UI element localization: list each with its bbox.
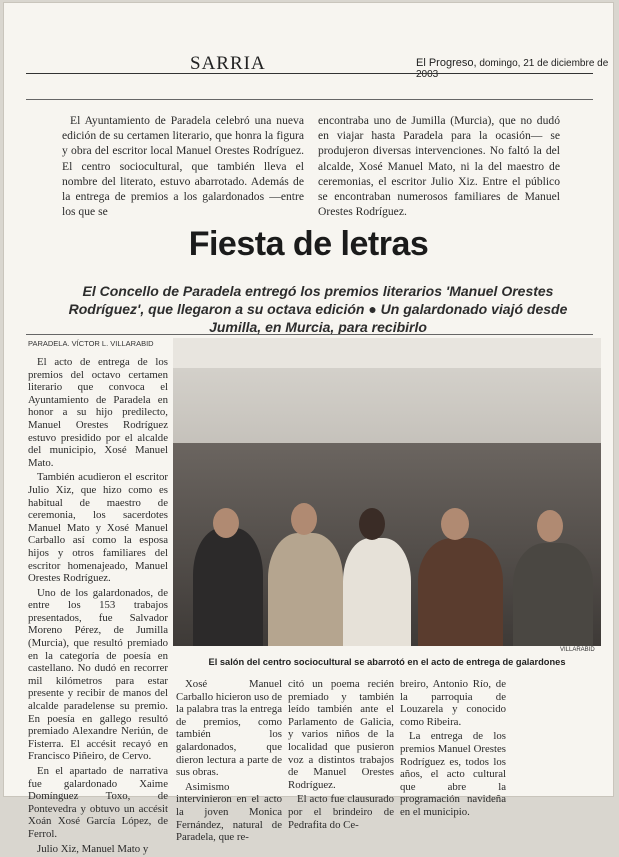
newspaper-dateline xyxy=(416,57,613,80)
paragraph: breiro, Antonio Río, de la parroquia de Louzarela y conocido como Ribeira. xyxy=(400,678,506,728)
paragraph: También acudieron el escritor Julio Xiz, que hizo como es habitual de maestro de ceremonia, los sacerdotes Manuel Mato y Xosé Manuel Carballo así como la esposa hijos y otros familiares del escritor homenajeado, Manuel Orestes Rodríguez. xyxy=(28,471,168,585)
lead-paragraph-left: El Ayuntamiento de Paradela celebró una nueva edición de su certamen literario, que honra la figura y obra del escritor local Manuel Orestes Rodríguez. El centro sociocultural, que también lleva el nombre del literato, estuvo abarrotado. Además de la entrega de premios a los galardonados —entre los que se xyxy=(62,114,304,219)
publication-date: domingo, 21 de diciembre de 2003 xyxy=(416,58,609,80)
header-rule xyxy=(26,73,593,74)
lead-paragraph-right: encontraba uno de Jumilla (Murcia), que no dudó en viajar hasta Paradela para la ocasión— se produjeron diversas intervenciones. No faltó la del alcalde, Xosé Manuel Mato, ni la del maestro de ceremonias, el escritor Julio Xiz. Entre el público se encontraban numerosos familiares de Manuel Orestes Rodríguez. xyxy=(318,114,560,219)
person-head xyxy=(359,508,385,540)
person-head xyxy=(441,508,469,540)
person-figure xyxy=(268,533,343,646)
photo-ceiling xyxy=(173,338,601,368)
newspaper-page xyxy=(4,3,613,855)
paragraph: El acto fue clausurado por el brindeiro de Pedrafita do Ce- xyxy=(288,793,394,831)
person-figure xyxy=(513,543,593,646)
headline: Fiesta de letras xyxy=(188,225,429,263)
person-head xyxy=(537,510,563,542)
paragraph: En el apartado de narrativa fue galardonado Xaime Domínguez Toxo, de Pontevedra y obtuvo un accésit Xoán Xosé García López, de Ferrol. xyxy=(28,765,168,840)
person-head xyxy=(213,508,239,538)
person-figure xyxy=(343,538,411,646)
body-column-2 xyxy=(176,678,282,846)
event-photo xyxy=(173,338,601,646)
body-column-4 xyxy=(400,678,506,821)
person-figure xyxy=(193,528,263,646)
deck-rule xyxy=(26,334,593,335)
paragraph: citó un poema recién premiado y también leído también ante el Parlamento de Galicia, y varios niños de la localidad que pusieron voz a distintos trabajos de Manuel Orestes Rodríguez. xyxy=(288,678,394,791)
paragraph: La entrega de los premios Manuel Orestes Rodríguez es, todos los años, el acto cultural que abre la programación navideña en el municipio. xyxy=(400,730,506,818)
section-title: SARRIA xyxy=(190,53,266,74)
paragraph: Julio Xiz, Manuel Mato y xyxy=(37,842,149,855)
person-figure xyxy=(418,538,503,646)
paragraph: Xosé Manuel Carballo hicieron uso de la palabra tras la entrega de premios, como también los galardonados, que dieron lectura a parte de sus obras. xyxy=(176,678,282,779)
paragraph: Uno de los galardonados, de entre los 153 trabajos presentados, fue Salvador Moreno Pérez, de Jumilla (Murcia), que resultó premiado en la categoría de poesía en castellano. No dudó en recorrer mil kilómetros para estar presente y recibir de manos del alcalde paradelense su premio. En poesía en gallego resultó premiado Alexandre Neriún, de Fisterra. El accésit recayó en Francisco Piñeiro, de Cervo. xyxy=(28,586,168,763)
body-column-1 xyxy=(28,356,168,857)
photo-caption: El salón del centro sociocultural se abarrotó en el acto de entrega de galardones xyxy=(208,657,566,667)
photo-credit: VILLARABID xyxy=(560,647,595,653)
body-column-3 xyxy=(288,678,394,833)
subheadline: El Concello de Paradela entregó los premios literarios 'Manuel Orestes Rodríguez', que llegaron a su octava edición ● Un galardonado viajó desde Jumilla, en Murcia, para recibirlo xyxy=(68,283,568,335)
paragraph: El acto de entrega de los premios del octavo certamen literario que convoca el Ayuntamiento de Paradela en honor a su hijo predilecto, Manuel Orestes Rodríguez estuvo presidido por el alcalde del municipio, Xosé Manuel Mato. xyxy=(28,356,168,469)
paragraph: Asimismo intervinieron en el acto la joven Monica Fernández, natural de Paradela, que re- xyxy=(176,780,282,844)
byline: PARADELA. VÍCTOR L. VILLARABID xyxy=(28,339,154,348)
person-head xyxy=(291,503,317,535)
lead-top-rule xyxy=(26,99,593,100)
newspaper-name: El Progreso, xyxy=(416,57,477,69)
